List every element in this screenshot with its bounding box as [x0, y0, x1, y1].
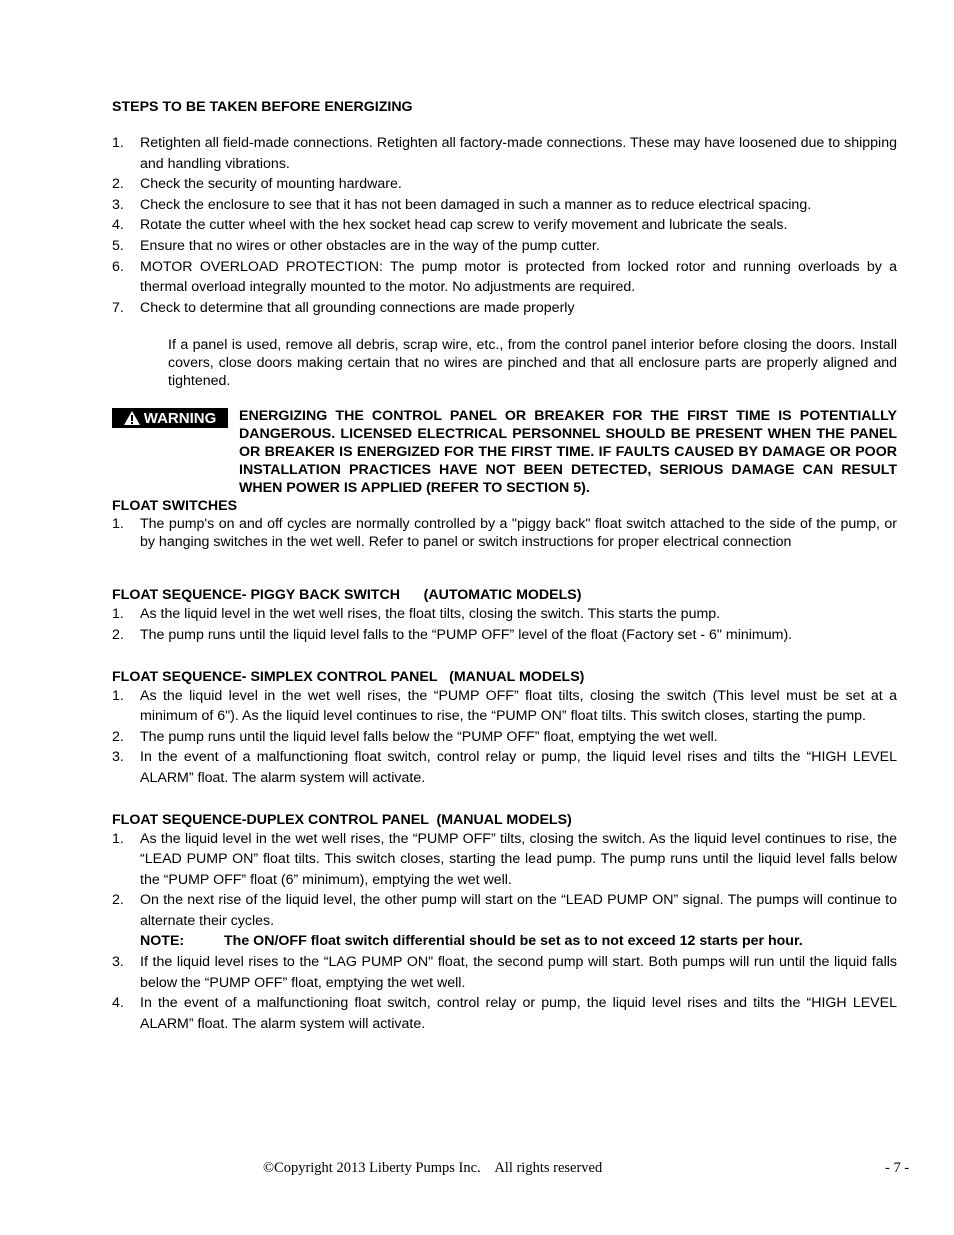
warning-block — [112, 407, 897, 497]
item-number: 3. — [112, 954, 124, 971]
list-item — [112, 686, 897, 727]
item-text: Ensure that no wires or other obstacles are in the way of the pump cutter. — [140, 237, 600, 254]
item-text: Check to determine that all grounding connections are made properly — [140, 299, 575, 316]
item-text: As the liquid level in the wet well rises, the “PUMP OFF” float tilts, closing the switch (This level must be set at a minimum of 6"). As the liquid level continues to rise, the “PUMP ON” float tilts. This switch closes, starting the pump. — [140, 687, 897, 725]
note-text: The ON/OFF float switch differential should be set as to not exceed 12 starts per hour. — [224, 933, 803, 950]
list-item — [112, 257, 897, 298]
item-number: 1. — [112, 687, 124, 704]
panel-note: If a panel is used, remove all debris, scrap wire, etc., from the control panel interior before closing the doors. Install covers, close doors making certain that no wires are pinched and that all enclosure parts are properly aligned and tightened. — [168, 337, 897, 390]
item-text: Rotate the cutter wheel with the hex socket head cap screw to verify movement and lubricate the seals. — [140, 217, 788, 234]
item-number: 1. — [112, 135, 124, 151]
list-item — [112, 829, 897, 891]
steps-heading: STEPS TO BE TAKEN BEFORE ENERGIZING — [112, 99, 413, 115]
item-number: 1. — [112, 606, 124, 623]
item-text: Retighten all field-made connections. Retighten all factory-made connections. These may have loosened due to shipping and handling vibrations. — [140, 135, 897, 172]
item-text: In the event of a malfunctioning float switch, control relay or pump, the liquid level rises and tilts the “HIGH LEVEL ALARM” float. The alarm system will activate. — [140, 749, 897, 786]
item-text: As the liquid level in the wet well rises, the “PUMP OFF” tilts, closing the switch. As the liquid level continues to rise, the “LEAD PUMP ON” float tilts. This switch closes, starting the lead pump. The pump runs until the liquid level falls below the “PUMP OFF” float (6” minimum), emptying the wet well. — [140, 830, 897, 888]
copyright-text: ©Copyright 2013 Liberty Pumps Inc. All rights reserved — [263, 1160, 603, 1176]
item-number: 1. — [112, 516, 124, 533]
item-number: 1. — [112, 830, 124, 847]
piggy-back-heading: FLOAT SEQUENCE- PIGGY BACK SWITCH (AUTOMATIC MODELS) — [112, 587, 582, 604]
float-switches-heading: FLOAT SWITCHES — [112, 498, 238, 515]
item-number: 2. — [112, 626, 124, 643]
list-item — [112, 625, 897, 646]
warning-text: ENERGIZING THE CONTROL PANEL OR BREAKER FOR THE FIRST TIME IS POTENTIALLY DANGEROUS. LICENSED ELECTRICAL PERSONNEL SHOULD BE PRESENT WHEN THE PANEL OR BREAKER IS ENERGIZED FOR THE FIRST TIME. IF FAULTS CAUSED BY DAMAGE OR POOR INSTALLATION PRACTICES HAVE NOT BEEN DETECTED, SERIOUS DAMAGE CAN RESULT WHEN POWER IS APPLIED (REFER TO SECTION 5). — [239, 408, 897, 497]
item-number: 3. — [112, 196, 124, 213]
steps-list — [112, 133, 897, 318]
item-number: 4. — [112, 217, 124, 234]
duplex-note — [140, 931, 897, 952]
list-item — [112, 236, 897, 257]
simplex-heading: FLOAT SEQUENCE- SIMPLEX CONTROL PANEL (MANUAL MODELS) — [112, 668, 585, 685]
duplex-heading: FLOAT SEQUENCE-DUPLEX CONTROL PANEL (MANUAL MODELS) — [112, 811, 572, 828]
list-item — [112, 727, 897, 748]
item-number: 2. — [112, 176, 124, 193]
list-item — [112, 133, 897, 174]
list-item — [112, 890, 897, 952]
note-label: NOTE: — [140, 933, 185, 950]
duplex-list — [112, 829, 897, 1035]
list-item — [112, 952, 897, 993]
list-item — [112, 215, 897, 236]
item-number: 7. — [112, 299, 124, 316]
item-text: As the liquid level in the wet well rises, the float tilts, closing the switch. This starts the pump. — [140, 606, 721, 623]
document-page — [112, 98, 897, 1034]
list-item — [112, 747, 897, 788]
item-number: 2. — [112, 892, 124, 909]
simplex-list — [112, 686, 897, 789]
item-text: The pump's on and off cycles are normally controlled by a "piggy back" float switch attached to the side of the pump, or by hanging switches in the wet well. Refer to panel or switch instructions for proper electrical connection — [140, 516, 897, 551]
item-number: 2. — [112, 728, 124, 745]
item-number: 3. — [112, 749, 124, 766]
item-text: The pump runs until the liquid level falls below the “PUMP OFF” float, emptying the wet well. — [140, 728, 718, 745]
item-number: 4. — [112, 995, 124, 1012]
item-number: 6. — [112, 258, 124, 275]
item-text: On the next rise of the liquid level, the other pump will start on the “LEAD PUMP ON” signal. The pumps will continue to alternate their cycles. — [140, 892, 897, 929]
item-text: Check the security of mounting hardware. — [140, 176, 402, 193]
piggy-back-list — [112, 604, 897, 645]
float-switches-list — [112, 515, 897, 551]
list-item — [112, 195, 897, 216]
warning-badge-label: WARNING — [143, 409, 217, 427]
item-text: If the liquid level rises to the “LAG PUMP ON" float, the second pump will start. Both pumps will run until the liquid falls below the “PUMP OFF” float, emptying the wet well. — [140, 954, 897, 991]
warning-badge — [112, 408, 228, 428]
list-item — [112, 604, 897, 625]
item-text: MOTOR OVERLOAD PROTECTION: The pump motor is protected from locked rotor and running overloads by a thermal overload integrally mounted to the motor. No adjustments are required. — [140, 258, 897, 296]
item-text: Check the enclosure to see that it has not been damaged in such a manner as to reduce electrical spacing. — [140, 196, 812, 213]
list-item — [112, 993, 897, 1034]
item-number: 5. — [112, 237, 124, 254]
warning-triangle-icon — [124, 411, 140, 425]
item-text: The pump runs until the liquid level falls to the “PUMP OFF” level of the float (Factory set - 6" minimum). — [140, 626, 793, 643]
page-number: - 7 - — [885, 1160, 910, 1176]
list-item — [112, 174, 897, 195]
item-text: In the event of a malfunctioning float switch, control relay or pump, the liquid level rises and tilts the “HIGH LEVEL ALARM” float. The alarm system will activate. — [140, 995, 897, 1032]
list-item — [112, 298, 897, 319]
list-item — [112, 515, 897, 551]
